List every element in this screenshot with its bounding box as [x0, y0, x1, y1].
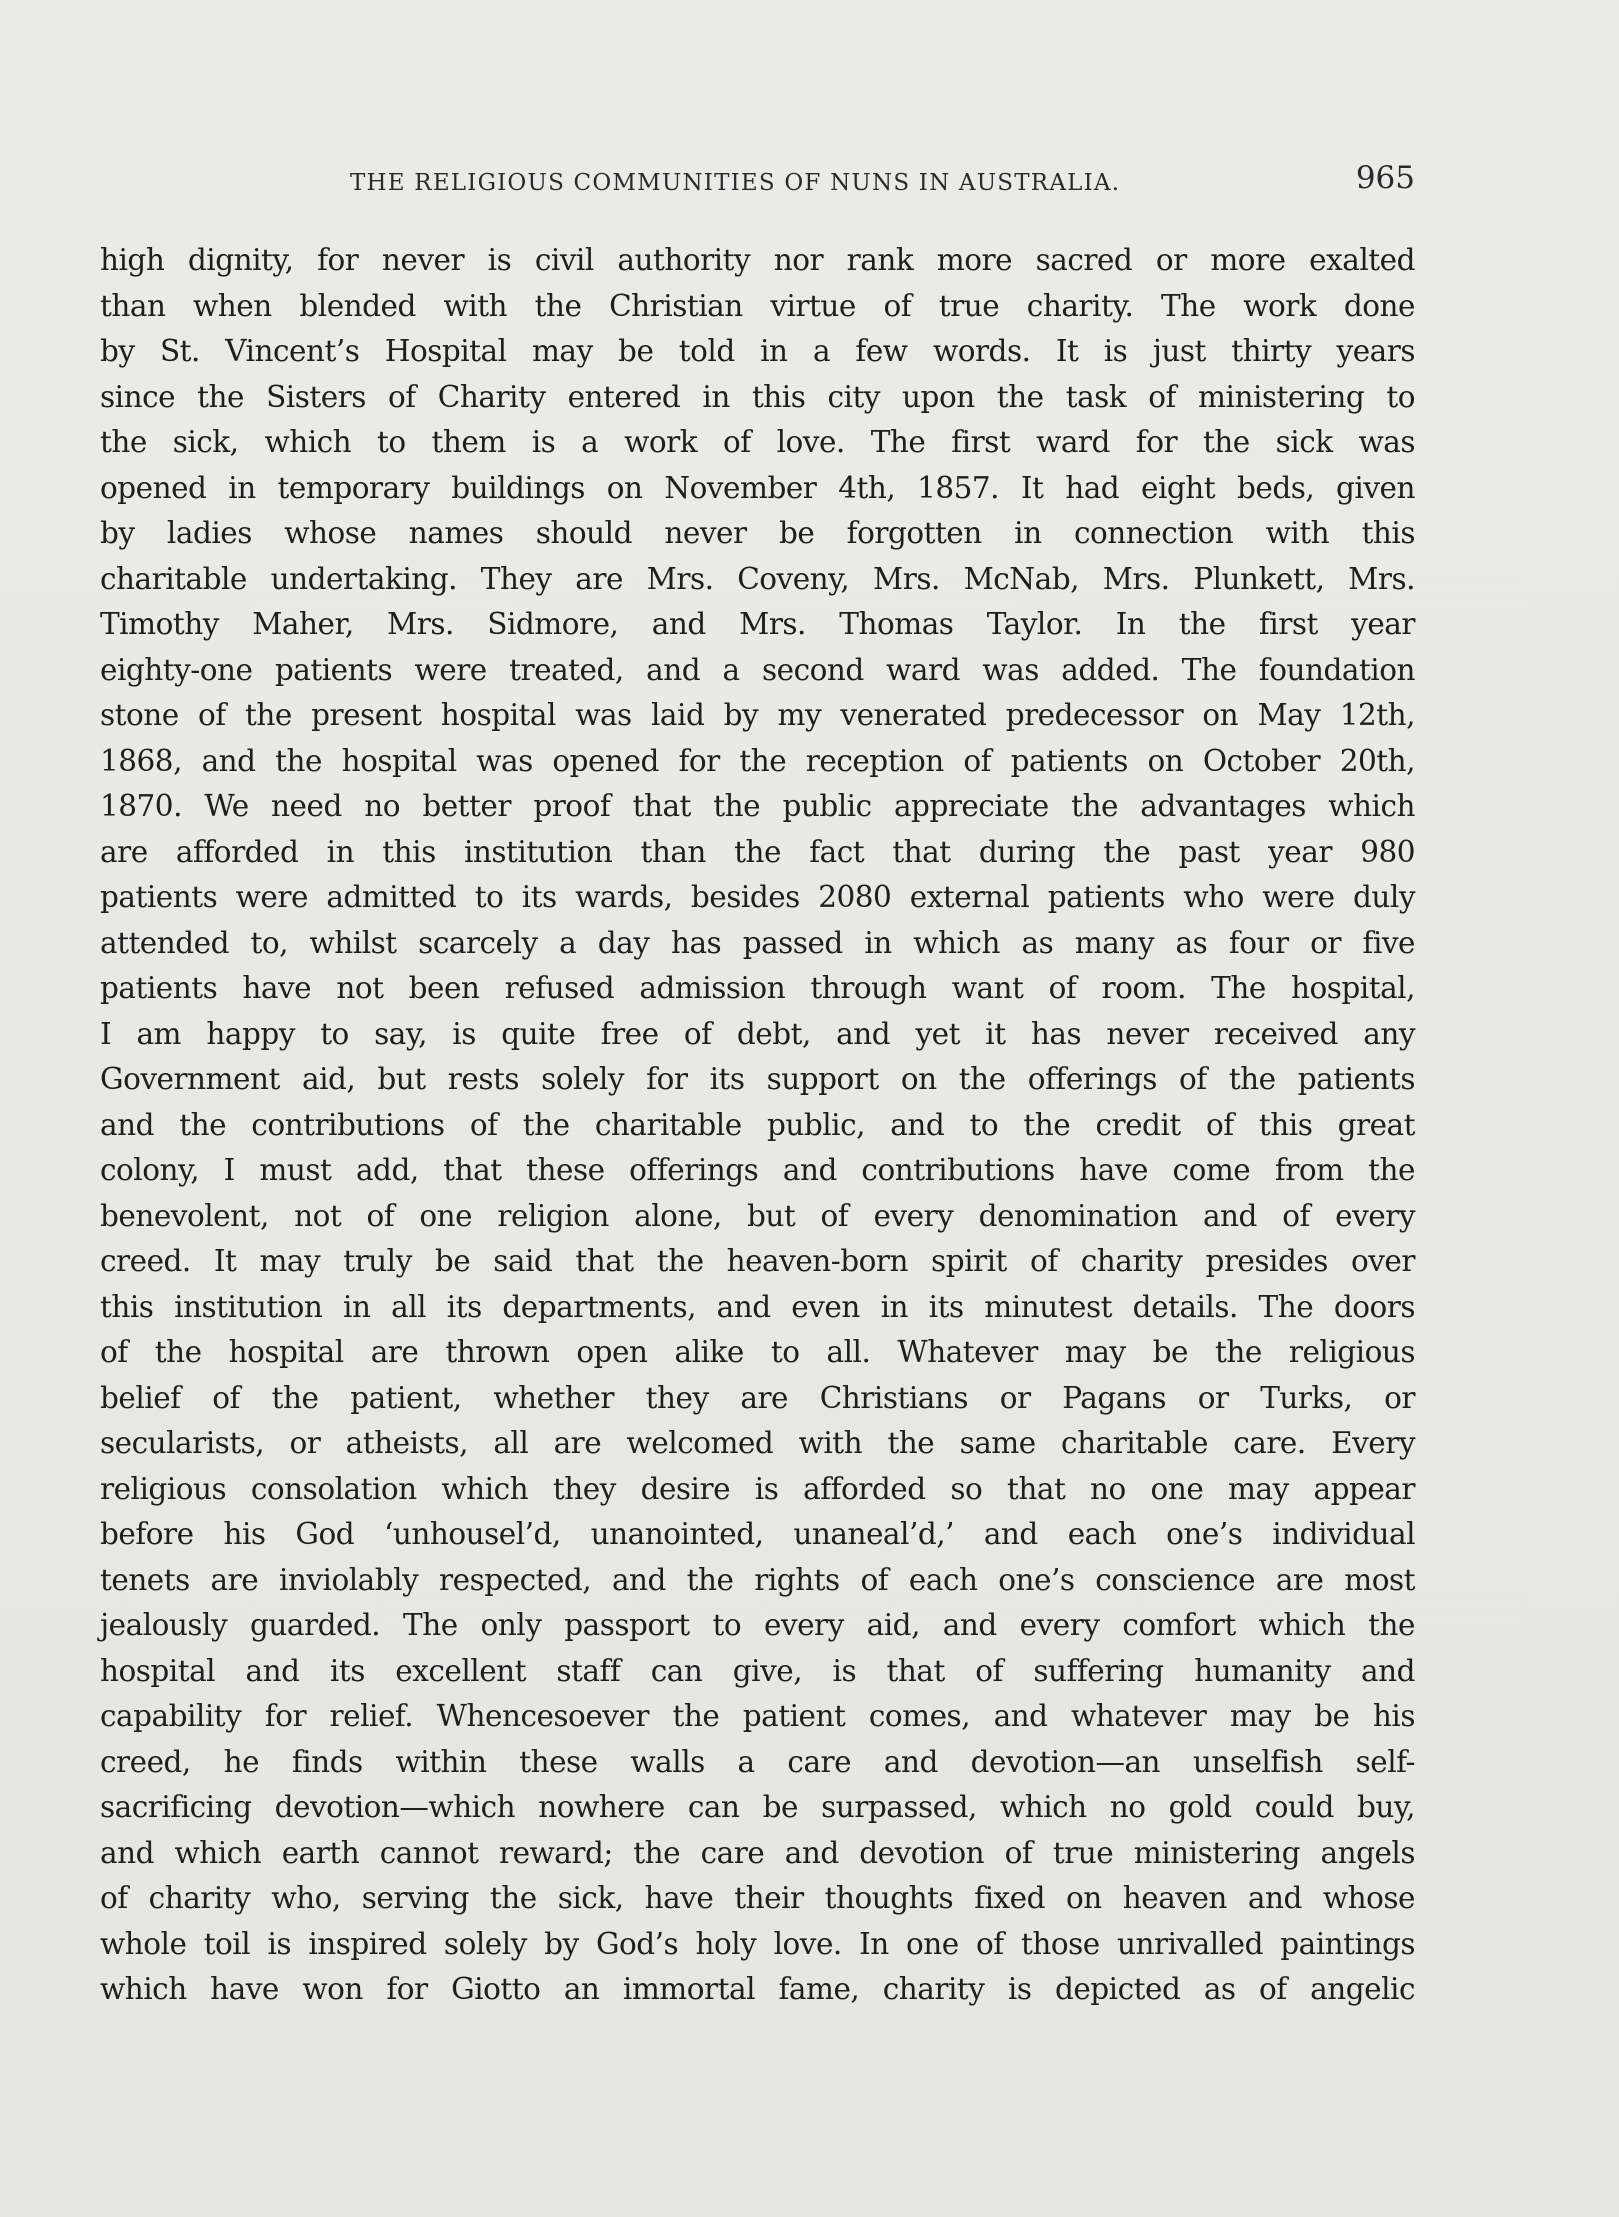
text-line: opened in temporary buildings on November 4th, 1857. It had eight beds, given	[100, 470, 1415, 505]
text-line: than when blended with the Christian virtue of true charity. The work done	[100, 288, 1415, 323]
text-line: 1870. We need no better proof that the public appreciate the advantages which	[100, 789, 1415, 823]
text-line: and which earth cannot reward; the care and devotion of true ministering angels	[100, 1835, 1415, 1870]
text-line: before his God ‘unhousel’d, unanointed, unaneal’d,’ and each one’s individual	[100, 1517, 1415, 1551]
text-line: charitable undertaking. They are Mrs. Coveny, Mrs. McNab, Mrs. Plunkett, Mrs.	[100, 561, 1415, 596]
text-line: the sick, which to them is a work of love. The first ward for the sick was	[100, 425, 1415, 459]
text-line: Timothy Maher, Mrs. Sidmore, and Mrs. Thomas Taylor. In the first year	[100, 607, 1415, 641]
text-line: attended to, whilst scarcely a day has passed in which as many as four or five	[100, 925, 1415, 960]
running-head	[100, 160, 1415, 210]
text-line: this institution in all its departments, and even in its minutest details. The doors	[100, 1289, 1415, 1324]
text-line: patients have not been refused admission through want of room. The hospital,	[100, 971, 1415, 1005]
text-line: whole toil is inspired solely by God’s holy love. In one of those unrivalled paintings	[100, 1926, 1415, 1961]
text-line: sacrificing devotion—which nowhere can be surpassed, which no gold could buy,	[100, 1790, 1415, 1824]
text-line: patients were admitted to its wards, besides 2080 external patients who were duly	[100, 880, 1415, 914]
text-line: benevolent, not of one religion alone, but of every denomination and of every	[100, 1198, 1415, 1233]
text-line: capability for relief. Whencesoever the patient comes, and whatever may be his	[100, 1699, 1415, 1733]
text-line: of charity who, serving the sick, have their thoughts fixed on heaven and whose	[100, 1881, 1415, 1915]
running-title: THE RELIGIOUS COMMUNITIES OF NUNS IN AUSTRALIA.	[350, 170, 1121, 196]
text-line: religious consolation which they desire is afforded so that no one may appear	[100, 1471, 1415, 1506]
text-line: belief of the patient, whether they are Christians or Pagans or Turks, or	[100, 1380, 1415, 1415]
text-line: by ladies whose names should never be forgotten in connection with this	[100, 516, 1415, 550]
text-line: tenets are inviolably respected, and the rights of each one’s conscience are most	[100, 1562, 1415, 1597]
body-text	[100, 238, 1415, 2013]
text-line: of the hospital are thrown open alike to all. Whatever may be the religious	[100, 1335, 1415, 1369]
text-line: hospital and its excellent staff can give, is that of suffering humanity and	[100, 1653, 1415, 1688]
text-line: which have won for Giotto an immortal fame, charity is depicted as of angelic	[100, 1972, 1415, 2006]
text-line: stone of the present hospital was laid by my venerated predecessor on May 12th,	[100, 698, 1415, 732]
text-line: creed. It may truly be said that the heaven-born spirit of charity presides over	[100, 1244, 1415, 1278]
text-line: and the contributions of the charitable public, and to the credit of this great	[100, 1107, 1415, 1142]
text-line: since the Sisters of Charity entered in this city upon the task of ministering to	[100, 379, 1415, 414]
text-line: Government aid, but rests solely for its support on the offerings of the patients	[100, 1062, 1415, 1096]
text-line: by St. Vincent’s Hospital may be told in a few words. It is just thirty years	[100, 334, 1415, 368]
text-line: colony, I must add, that these offerings and contributions have come from the	[100, 1153, 1415, 1187]
page-number: 965	[1355, 160, 1415, 196]
text-line: secularists, or atheists, all are welcomed with the same charitable care. Every	[100, 1426, 1415, 1460]
text-line: I am happy to say, is quite free of debt, and yet it has never received any	[100, 1016, 1415, 1051]
text-line: jealously guarded. The only passport to every aid, and every comfort which the	[100, 1608, 1415, 1642]
text-line: 1868, and the hospital was opened for the reception of patients on October 20th,	[100, 743, 1415, 778]
text-line: eighty-one patients were treated, and a second ward was added. The foundation	[100, 652, 1415, 687]
text-line: creed, he finds within these walls a care and devotion—an unselfish self-	[100, 1744, 1415, 1779]
text-line: high dignity, for never is civil authority nor rank more sacred or more exalted	[100, 243, 1415, 277]
text-line: are afforded in this institution than the fact that during the past year 980	[100, 834, 1415, 869]
